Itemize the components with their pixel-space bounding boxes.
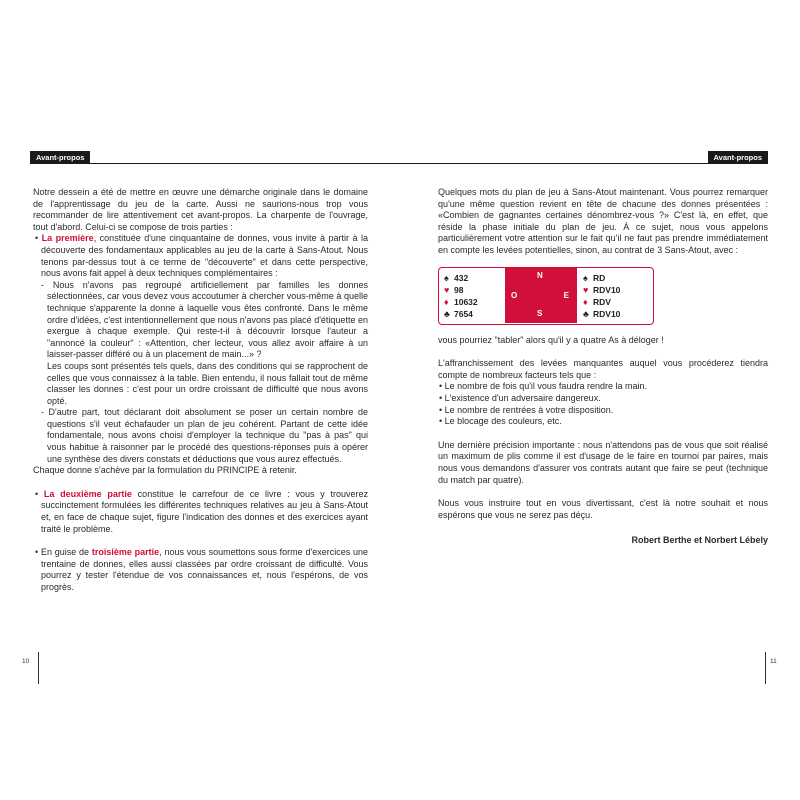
principle-paragraph: Chaque donne s'achève par la formulation du PRINCIPE à retenir. — [33, 465, 297, 476]
east-diamonds — [583, 296, 620, 308]
left-text-column — [33, 187, 368, 594]
technique2-paragraph: - D'autre part, tout déclarant doit absolument se poser un certain nombre de questions s'il veut échafauder un plan de jeu cohérent. Partant de cette idée fondamentale, nous avons choisi d'employer la technique du "pas à pas" qui vous habitue à raisonner par le procédé des questions-réponses puis à opérer une synthèse des divers constats et déductions que vous aurez effectués. — [41, 407, 368, 464]
part2-bullet: • — [35, 488, 44, 499]
east-clubs — [583, 308, 620, 320]
west-hand — [444, 272, 478, 320]
west-clubs-cards: 7654 — [454, 308, 473, 319]
west-label: O — [511, 290, 518, 300]
right-page — [400, 0, 800, 800]
list-item: • L'existence d'un adversaire dangereux. — [439, 392, 601, 403]
factors-list — [438, 381, 768, 427]
bridge-deal-diagram — [438, 267, 654, 325]
north-label: N — [537, 270, 543, 280]
east-label: E — [563, 290, 569, 300]
part1-bullet: • — [35, 233, 42, 244]
closing-paragraph: Nous vous instruire tout en vous divertissant, c'est là notre souhait et nous espérons que vous ne serez pas déçu. — [438, 498, 768, 520]
left-margin-rule — [38, 652, 39, 684]
west-spades-cards: 432 — [454, 272, 469, 283]
east-spades-cards: RD — [593, 272, 606, 283]
part1-text: , constituée d'une cinquantaine de donnes, vous invite à partir à la découverte des fondamentaux applicables au jeu de la carte à Sans-Atout. Nous tenons par-dessus tout à ce terme de "découverte" et dans cette perspective, nous avons fait appel à deux techniques complémentaires : — [41, 233, 369, 279]
heart-icon: ♥ — [583, 284, 589, 295]
right-margin-rule — [765, 652, 766, 684]
compass-table — [505, 267, 577, 323]
left-page-number: 10 — [22, 658, 30, 665]
part2-text: constitue le carrefour de ce livre : vous y trouverez succinctement formulées les différentes techniques relatives au jeu à Sans-Atout et, en face de chaque sujet, figure l'indication des donnes et des exercices ayant traité le problème. — [41, 488, 368, 534]
part3-text: , nous vous soumettons sous forme d'exercices une trentaine de donnes, elles aussi classées par ordre croissant de difficulté. Vous pourrez y tester l'étendue de vos connaissances et, nous l'espérons, de vos progrès. — [41, 547, 369, 592]
part1-label: La première — [41, 233, 94, 244]
spade-icon: ♠ — [583, 272, 588, 283]
list-item: • Le blocage des couleurs, etc. — [439, 416, 562, 427]
part2-label: La deuxième partie — [43, 488, 132, 499]
west-hearts-cards: 98 — [454, 284, 464, 295]
list-item: • Le nombre de fois qu'il vous faudra rendre la main. — [439, 381, 647, 392]
part3-paragraph — [33, 547, 368, 593]
east-hearts-cards: RDV10 — [593, 284, 621, 295]
part3-prefix: • En guise de — [35, 547, 92, 558]
west-hearts — [444, 284, 478, 296]
west-diamonds — [444, 296, 478, 308]
heart-icon: ♥ — [444, 284, 450, 295]
part1-paragraph — [33, 233, 368, 279]
intro-paragraph: Notre dessein a été de mettre en œuvre une démarche originale dans le domaine de l'apprentissage du jeu de la carte. Aussi ne saurions-nous trop vous recommander de lire attentivement cet avant-propos. La charpente de l'ouvrage, tout d'abord. Celui-ci se compose de trois parties : — [33, 187, 368, 232]
right-header-rule — [400, 163, 768, 164]
west-diamonds-cards: 10632 — [454, 296, 478, 307]
technique1-continuation: Les coups sont présentés tels quels, dans des conditions qui se rapprochent de celles que vous connaissez à la table. Bien entendu, il nous fallait tout de même classer les donnes : c'est pour un ordre croissant de difficulté que nous avons opté. — [47, 360, 368, 406]
tabler-paragraph: vous pourriez "tabler" alors qu'il y a quatre As à déloger ! — [438, 334, 664, 345]
south-label: S — [537, 308, 543, 318]
right-running-header: Avant-propos — [708, 151, 768, 164]
diamond-icon: ♦ — [444, 296, 449, 307]
east-hand — [583, 272, 620, 320]
part3-label: troisième partie — [91, 547, 160, 558]
club-icon: ♣ — [583, 308, 589, 319]
right-page-number: 11 — [770, 658, 777, 665]
plan-paragraph: Quelques mots du plan de jeu à Sans-Atout maintenant. Vous pourrez remarquer qu'une même question revient en tête de chacune des donnes présentées : «Combien de gagnantes certaines dénombrez-vous ?» C'est là, en effet, que réside la phase initiale du plan de jeu. À ce sujet, nous vous appelons particulièrement votre attention sur le fait qu'il ne faut pas prendre immédiatement en compte les levées potentielles, sinon, au contrat de 3 Sans-Atout, avec : — [438, 187, 768, 255]
left-running-header: Avant-propos — [30, 151, 90, 164]
east-diamonds-cards: RDV — [593, 296, 611, 307]
east-clubs-cards: RDV10 — [593, 308, 621, 319]
right-text-column — [438, 187, 768, 547]
club-icon: ♣ — [444, 308, 450, 319]
west-spades — [444, 272, 478, 284]
part2-paragraph — [33, 489, 368, 535]
spade-icon: ♠ — [444, 272, 449, 283]
east-hearts — [583, 284, 620, 296]
technique1-paragraph: - Nous n'avons pas regroupé artificiellement par familles les donnes sélectionnées, car vous devez vous accoutumer à chercher vous-même à quelle technique s'apparente la donne à laquelle vous êtes confronté. Dans le même ordre d'idées, c'est intentionnellement que nous n'avons pas placé d'étiquette en exergue à chaque exemple. Qui reste-t-il à découvrir lorsque l'auteur a "annoncé la couleur" : «Attention, cher lecteur, vous allez avoir affaire à un laisser-passer différé ou à un placement de main...» ? — [41, 279, 368, 360]
precision-paragraph: Une dernière précision importante : nous n'attendons pas de vous que soit réalisé un maximum de plis comme il est d'usage de le faire en tournoi par paires, mais nous vous demandons d'assurer vos contrats autant que faire se peut (technique du match par quatre). — [438, 439, 768, 485]
factors-intro: L'affranchissement des levées manquantes auquel vous procéderez tiendra compte de nombreux facteurs tels que : — [438, 358, 768, 380]
diamond-icon: ♦ — [583, 296, 588, 307]
list-item: • Le nombre de rentrées à votre disposition. — [439, 404, 614, 415]
east-spades — [583, 272, 620, 284]
west-clubs — [444, 308, 478, 320]
authors-signature: Robert Berthe et Norbert Lébely — [631, 535, 768, 546]
left-header-rule — [30, 163, 400, 164]
